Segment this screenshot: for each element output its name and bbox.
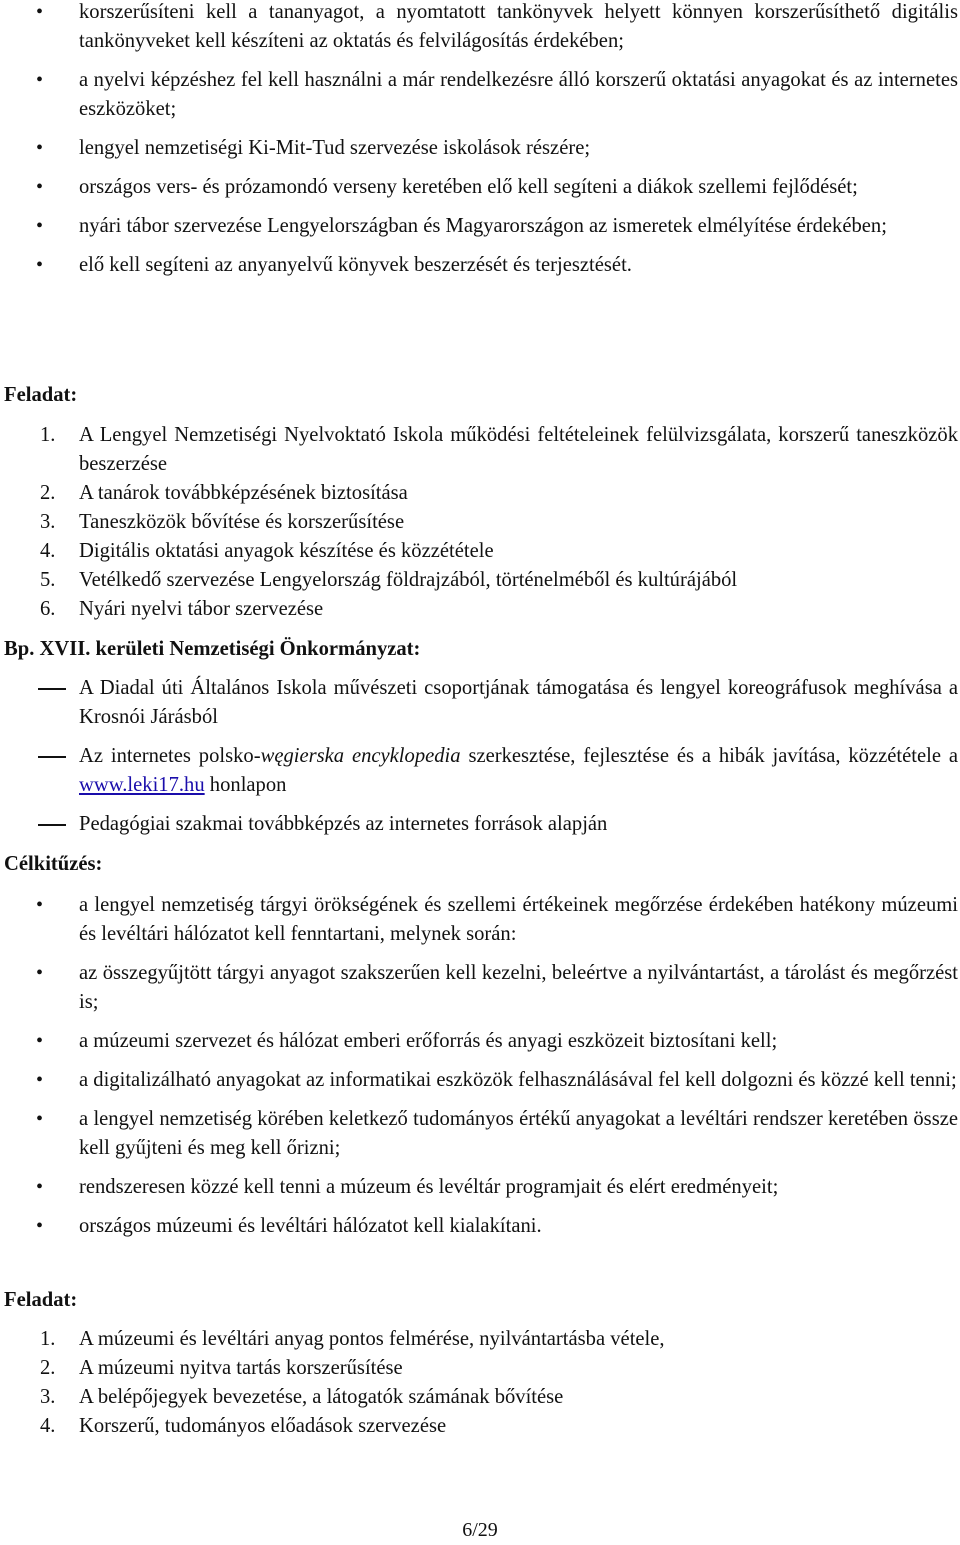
list-item: • országos múzeumi és levéltári hálózatot kell kialakítani. bbox=[0, 1212, 960, 1241]
list-item bbox=[0, 537, 960, 566]
list-item bbox=[0, 421, 960, 479]
dash-marker bbox=[38, 756, 66, 758]
numbered-list bbox=[0, 421, 960, 624]
item-number: 4. bbox=[40, 540, 56, 562]
item-text: A Lengyel Nemzetiségi Nyelvoktató Iskola működési feltételeinek felülvizsgálata, korszerű taneszközök beszerzése bbox=[79, 424, 958, 475]
page-number: 6/29 bbox=[462, 1519, 498, 1541]
list-item bbox=[0, 595, 960, 624]
list-item bbox=[0, 1354, 960, 1383]
list-item: • a múzeumi szervezet és hálózat emberi erőforrás és anyagi eszközeit biztosítani kell; bbox=[0, 1027, 960, 1056]
item-text: A múzeumi nyitva tartás korszerűsítése bbox=[79, 1357, 403, 1379]
item-number: 2. bbox=[40, 1357, 56, 1379]
list-item: • rendszeresen közzé kell tenni a múzeum és levéltár programjait és elért eredményeit; bbox=[0, 1173, 960, 1202]
list-item: • az összegyűjtött tárgyi anyagot szakszerűen kell kezelni, beleértve a nyilvántartást, a tárolást és megőrzést is; bbox=[0, 959, 960, 1017]
item-text: A tanárok továbbképzésének biztosítása bbox=[79, 482, 408, 504]
list-item bbox=[0, 1383, 960, 1412]
item-text: Taneszközök bővítése és korszerűsítése bbox=[79, 511, 405, 533]
list-item: • elő kell segíteni az anyanyelvű könyvek beszerzését és terjesztését. bbox=[0, 251, 960, 280]
item-number: 3. bbox=[40, 1386, 56, 1408]
item-text: Nyári nyelvi tábor szervezése bbox=[79, 598, 324, 620]
goals-bullet-list bbox=[0, 891, 960, 1241]
italic-text: węgierska encyklopedia bbox=[260, 745, 461, 767]
item-number: 2. bbox=[40, 482, 56, 504]
dash-marker bbox=[38, 688, 66, 690]
section-heading: Feladat: bbox=[4, 1289, 78, 1311]
item-text: Digitális oktatási anyagok készítése és közzététele bbox=[79, 540, 494, 562]
item-number: 4. bbox=[40, 1415, 56, 1437]
list-item bbox=[0, 479, 960, 508]
list-item bbox=[0, 810, 960, 839]
dash-marker bbox=[38, 824, 66, 826]
list-item: • a lengyel nemzetiség körében keletkező tudományos értékű anyagokat a levéltári rendszer keretében össze kell gyűjteni és meg kell őrizni; bbox=[0, 1105, 960, 1163]
list-item: • a lengyel nemzetiség tárgyi örökségének és szellemi értékeinek megőrzése érdekében hatékony múzeumi és levéltári hálózatot kell fenntartani, melynek során: bbox=[0, 891, 960, 949]
item-text: Az internetes polsko- bbox=[79, 745, 261, 767]
item-number: 1. bbox=[40, 424, 56, 446]
website-link[interactable]: www.leki17.hu bbox=[79, 774, 205, 796]
item-number: 3. bbox=[40, 511, 56, 533]
list-item bbox=[0, 1325, 960, 1354]
item-number: 1. bbox=[40, 1328, 56, 1350]
item-text: Vetélkedő szervezése Lengyelország földrajzából, történelméből és kultúrájából bbox=[79, 569, 738, 591]
list-item: • nyári tábor szervezése Lengyelországban és Magyarországon az ismeretek elmélyítése érdekében; bbox=[0, 212, 960, 241]
item-number: 5. bbox=[40, 569, 56, 591]
item-text: Korszerű, tudományos előadások szervezése bbox=[79, 1415, 447, 1437]
list-item bbox=[0, 508, 960, 537]
list-item: • korszerűsíteni kell a tananyagot, a nyomtatott tankönyvek helyett könnyen korszerűsíthető digitális tankönyveket kell készíteni az oktatás és felvilágosítás érdekében; bbox=[0, 0, 960, 56]
item-number: 6. bbox=[40, 598, 56, 620]
top-bullet-list bbox=[0, 0, 960, 280]
list-item bbox=[0, 742, 960, 800]
section-heading: Bp. XVII. kerületi Nemzetiségi Önkormányzat: bbox=[4, 638, 421, 660]
list-item bbox=[0, 1412, 960, 1441]
list-item: • lengyel nemzetiségi Ki-Mit-Tud szervezése iskolások részére; bbox=[0, 134, 960, 163]
section-heading: Célkitűzés: bbox=[4, 853, 103, 875]
dash-list bbox=[0, 674, 960, 839]
item-text: Pedagógiai szakmai továbbképzés az internetes források alapján bbox=[79, 813, 608, 835]
item-text: szerkesztése, fejlesztése és a hibák javítása, közzététele a bbox=[460, 745, 958, 767]
list-item bbox=[0, 674, 960, 732]
list-item: • a nyelvi képzéshez fel kell használni a már rendelkezésre álló korszerű oktatási anyagokat és az internetes eszközöket; bbox=[0, 66, 960, 124]
list-item: • országos vers- és prózamondó verseny keretében elő kell segíteni a diákok szellemi fejlődését; bbox=[0, 173, 960, 202]
item-text: A múzeumi és levéltári anyag pontos felmérése, nyilvántartásba vétele, bbox=[79, 1328, 665, 1350]
list-item bbox=[0, 566, 960, 595]
list-item: • a digitalizálható anyagokat az informatikai eszközök felhasználásával fel kell dolgozni és közzé kell tenni; bbox=[0, 1066, 960, 1095]
numbered-list bbox=[0, 1325, 960, 1441]
item-text: A Diadal úti Általános Iskola művészeti csoportjának támogatása és lengyel koreográfusok meghívása a Krosnói Járásból bbox=[79, 677, 958, 728]
item-text: A belépőjegyek bevezetése, a látogatók számának bővítése bbox=[79, 1386, 564, 1408]
item-text: honlapon bbox=[204, 774, 287, 796]
section-heading: Feladat: bbox=[4, 384, 78, 406]
